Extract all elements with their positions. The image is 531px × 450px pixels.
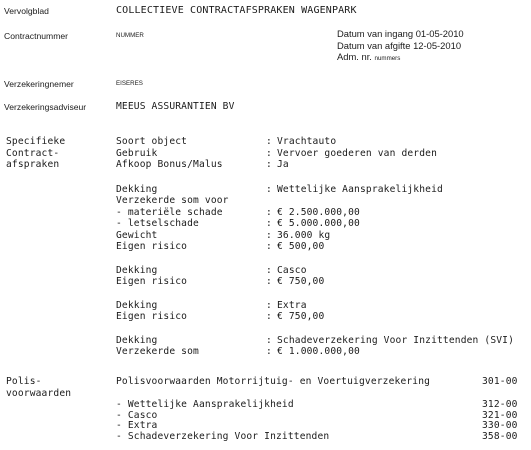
contract-row-separator: :	[266, 218, 272, 229]
contract-row-separator: :	[266, 206, 272, 218]
contract-row	[116, 159, 528, 171]
polis-item-text: - Wettelijke Aansprakelijkheid	[116, 399, 294, 410]
contract-row-key: Dekking	[116, 334, 158, 346]
contract-row	[116, 276, 528, 288]
contract-row-value: 36.000 kg	[277, 229, 331, 241]
contract-row-separator: :	[266, 183, 272, 195]
contract-row	[116, 241, 528, 253]
contract-row-separator: :	[266, 136, 272, 147]
contract-row-key: Eigen risico	[116, 276, 188, 287]
contract-row-key: Afkoop Bonus/Malus	[116, 159, 223, 170]
polis-item	[116, 399, 528, 410]
contract-row	[116, 207, 528, 219]
verzekeringnemer-label: Verzekeringnemer	[4, 79, 74, 89]
polis-main-code: 301-00	[482, 376, 518, 387]
adviseur-label: Verzekeringsadviseur	[4, 102, 87, 112]
contract-dates	[337, 28, 464, 65]
specifieke-afspraken	[116, 136, 528, 358]
contract-row-key: Gebruik	[116, 147, 158, 159]
polis-item	[116, 410, 528, 421]
datum-van-ingang: Datum van ingang 01-05-2010	[337, 28, 464, 39]
contract-row-separator: :	[266, 346, 272, 357]
polis-items	[116, 399, 528, 441]
contract-row-value: € 750,00	[277, 311, 325, 322]
contract-row	[116, 346, 528, 358]
contract-row-key: Verzekerde som	[116, 346, 199, 357]
contract-row-value: € 1.000.000,00	[277, 346, 360, 357]
contract-row-separator: :	[266, 334, 272, 346]
contract-row-value: Vervoer goederen van derden	[277, 147, 437, 159]
datum-van-afgifte: Datum van afgifte 12-05-2010	[337, 39, 462, 51]
contract-row-key: Dekking	[116, 183, 158, 195]
contract-group	[116, 335, 528, 358]
contract-row	[116, 335, 528, 347]
contract-row	[116, 230, 528, 242]
polis-item-code: 330-00	[482, 420, 518, 432]
contract-group	[116, 136, 528, 171]
contract-group	[116, 300, 528, 323]
contract-row	[116, 218, 528, 230]
contract-row-key: Dekking	[116, 264, 158, 276]
polis-item-code: 312-00	[482, 399, 518, 410]
polis-item-code: 358-00	[482, 430, 518, 442]
contract-row-key: Verzekerde som voor	[116, 195, 229, 206]
adviseur-value: MEEUS ASSURANTIEN BV	[116, 101, 235, 112]
contract-row-separator: :	[266, 147, 272, 159]
polis-item-code: 321-00	[482, 409, 518, 421]
specifieke-label-line: Contract-	[6, 147, 60, 159]
polis-item-text: - Schadeverzekering Voor Inzittenden	[116, 430, 330, 442]
contract-row-value: € 5.000.000,00	[277, 218, 360, 229]
contract-row-separator: :	[266, 229, 272, 241]
contract-row-key: Dekking	[116, 299, 158, 311]
specifieke-label	[6, 136, 65, 171]
vervolgblad-label: Vervolgblad	[4, 6, 49, 16]
contract-row	[116, 311, 528, 323]
contract-row-key: Eigen risico	[116, 311, 188, 322]
contract-row	[116, 265, 528, 277]
contract-group	[116, 184, 528, 253]
contractnummer-value: NUMMER	[116, 32, 144, 39]
contract-row	[116, 148, 528, 160]
specifieke-label-line: afspraken	[6, 159, 60, 170]
contract-row-value: € 750,00	[277, 276, 325, 287]
document-title: COLLECTIEVE CONTRACTAFSPRAKEN WAGENPARK	[116, 5, 357, 16]
contract-row-value: Schadeverzekering Voor Inzittenden (SVI)	[277, 334, 515, 346]
contract-row	[116, 184, 528, 196]
polis-item-text: - Casco	[116, 409, 158, 421]
contract-group	[116, 265, 528, 288]
contract-row	[116, 136, 528, 148]
contract-row-value: Vrachtauto	[277, 136, 337, 147]
contract-row-value: Extra	[277, 299, 307, 311]
contract-row-value: Wettelijke Aansprakelijkheid	[277, 183, 443, 195]
polis-item	[116, 431, 528, 442]
specifieke-label-line: Specifieke	[6, 136, 66, 147]
contract-row-separator: :	[266, 276, 272, 287]
contract-row-key: Soort object	[116, 136, 188, 147]
contract-row-separator: :	[266, 311, 272, 322]
polis-label	[6, 376, 71, 399]
contract-row-value: Casco	[277, 264, 307, 276]
contract-row-separator: :	[266, 299, 272, 311]
contract-row	[116, 300, 528, 312]
contract-row-separator: :	[266, 264, 272, 276]
adm-nr-value: nummers	[374, 55, 401, 62]
contract-row-key: Gewicht	[116, 229, 158, 241]
verzekeringnemer-value: EISERES	[116, 80, 143, 87]
contract-row-key: - materiële schade	[116, 206, 223, 218]
contract-row-value: € 2.500.000,00	[277, 206, 360, 218]
contract-row-value: € 500,00	[277, 241, 325, 252]
contract-row-value: Ja	[277, 159, 289, 170]
polis-label-line: voorwaarden	[6, 387, 72, 399]
polis-item	[116, 420, 528, 431]
contractnummer-label: Contractnummer	[4, 31, 68, 41]
contract-row-separator: :	[266, 159, 272, 170]
adm-nr-label: Adm. nr.	[337, 51, 372, 62]
contract-row-separator: :	[266, 241, 272, 252]
polis-main-text: Polisvoorwaarden Motorrijtuig- en Voertuigverzekering	[116, 376, 431, 387]
adm-nr	[337, 51, 464, 65]
contract-row-key: Eigen risico	[116, 241, 188, 252]
polis-item-text: - Extra	[116, 420, 158, 432]
contract-row	[116, 195, 528, 207]
contract-row-key: - letselschade	[116, 218, 199, 229]
polis-label-line: Polis-	[6, 376, 42, 387]
